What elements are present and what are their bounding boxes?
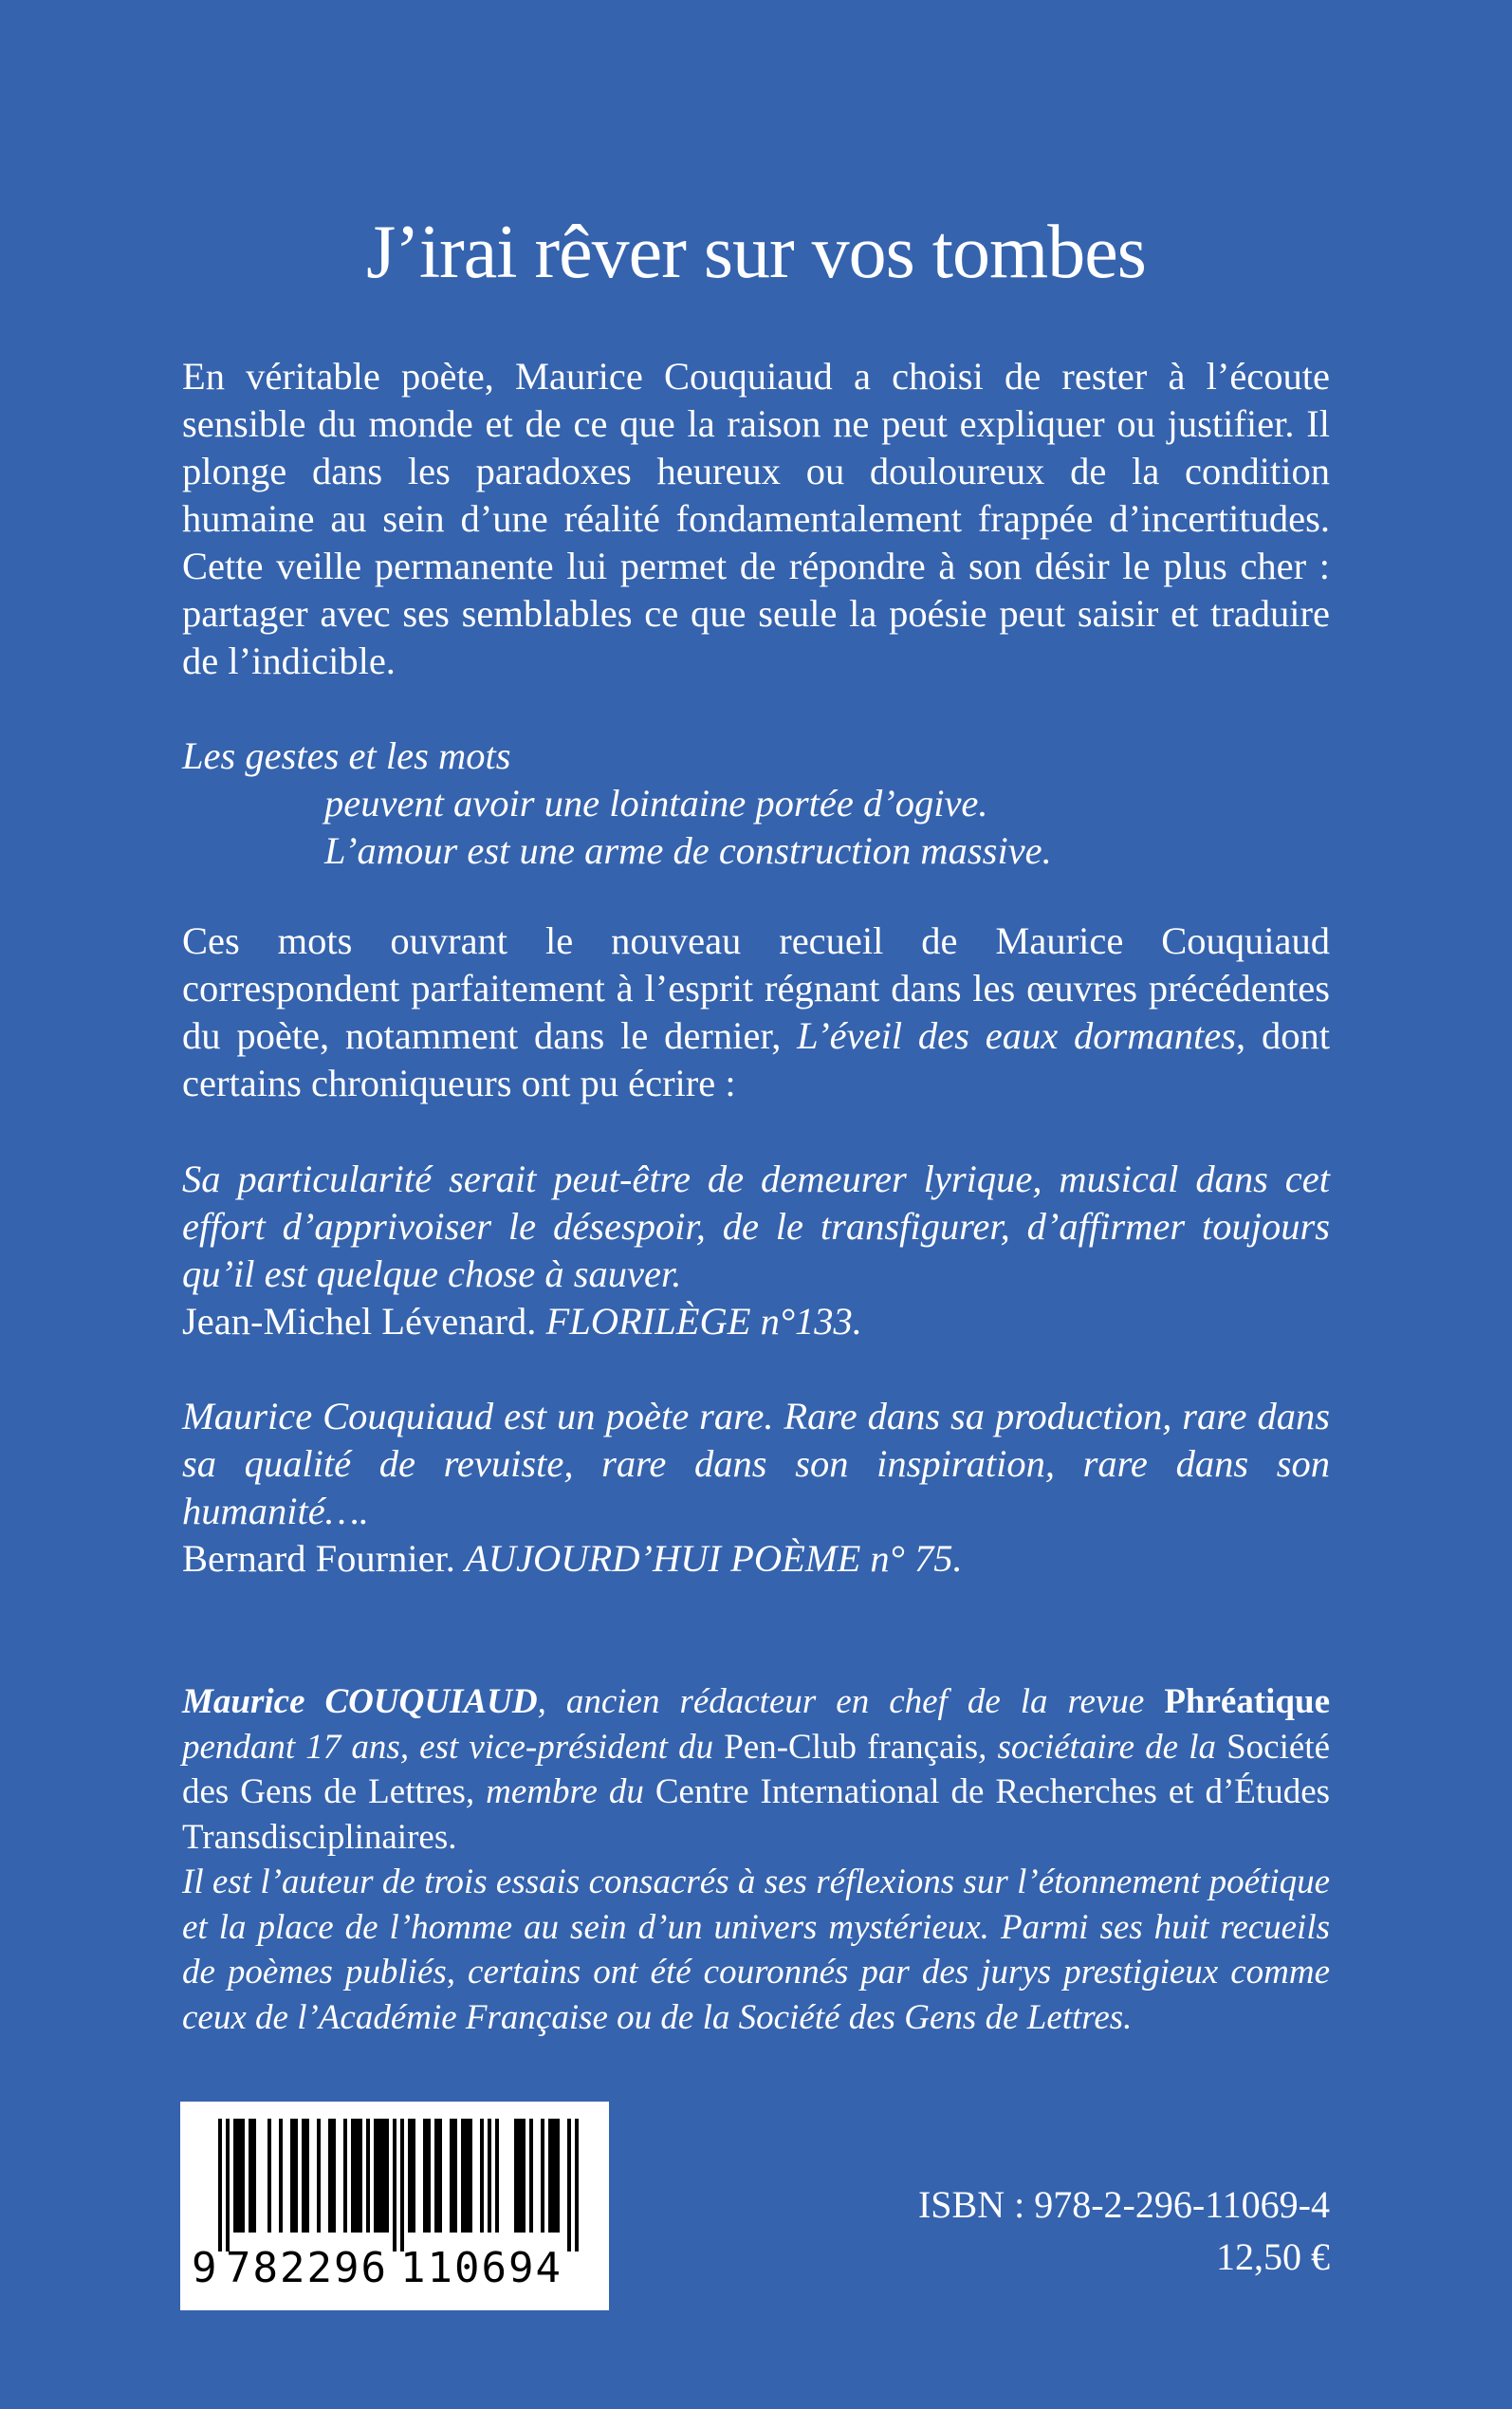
verse-line-2: peuvent avoir une lointaine portée d’ogive. (324, 782, 988, 825)
author-name: Maurice COUQUIAUD (182, 1682, 538, 1721)
barcode-bar (408, 2119, 412, 2233)
barcode-bar (302, 2119, 305, 2233)
barcode-bar (252, 2119, 256, 2233)
barcode-bar (567, 2119, 571, 2251)
barcode-bar (412, 2119, 415, 2233)
price: 12,50 € (1216, 2235, 1330, 2278)
barcode-bar (381, 2119, 385, 2233)
review-quote-1-source: FLORILÈGE n°133. (545, 1300, 862, 1343)
barcode-bar (465, 2119, 469, 2233)
barcode-bar (385, 2119, 389, 2233)
review-quote-1-text: Sa particularité serait peut-être de demeurer lyrique, musical dans cet effort d’apprivoiser le désespoir, de le transfigurer, d’affirmer toujours qu’il est quelque chose à sauver. (182, 1158, 1330, 1295)
context-text-b: , dont certains chroniqueurs ont pu écrire : (182, 1014, 1330, 1104)
barcode-bar (518, 2119, 522, 2233)
barcode-bar (514, 2119, 518, 2233)
barcode-bar (366, 2119, 370, 2233)
context-paragraph (182, 917, 1330, 1107)
cirt-name: Centre International de Recherches et d’Études Transdisciplinaires. (182, 1772, 1331, 1857)
barcode-bar (552, 2119, 556, 2233)
barcode-bar (233, 2119, 237, 2233)
barcode-bar (488, 2119, 491, 2233)
barcode-bar (332, 2119, 336, 2233)
barcode-bar (328, 2119, 332, 2233)
author-bio-paragraph-2: Il est l’auteur de trois essais consacrés à ses réflexions sur l’étonnement poétique et la place de l’homme au sein d’un univers mystérieux. Parmi ses huit recueils de poèmes publiés, certains ont été couronnés par des jurys prestigieux comme ceux de l’Académie Française ou de la Société des Gens de Lettres. (182, 1862, 1330, 2037)
barcode-bar (453, 2119, 457, 2233)
barcode-bar (461, 2119, 465, 2233)
verse-excerpt (182, 732, 1330, 875)
barcode-bar (529, 2119, 533, 2233)
barcode-bar (305, 2119, 309, 2233)
barcode-digits (180, 2234, 609, 2301)
isbn: ISBN : 978-2-296-11069-4 (917, 2183, 1330, 2226)
barcode-bar (241, 2119, 245, 2233)
previous-book-title: L’éveil des eaux dormantes (797, 1014, 1237, 1057)
barcode-bar (423, 2119, 427, 2233)
barcode-digits-group-1: 782296 (226, 2244, 388, 2292)
review-quote-1 (182, 1156, 1330, 1345)
bio-text-4: , membre du (465, 1772, 655, 1811)
barcode-bar (290, 2119, 294, 2233)
barcode-bar (218, 2119, 222, 2251)
bio-text-2: pendant 17 ans, est vice-président du (182, 1727, 725, 1767)
review-quote-2-attribution (182, 1535, 1330, 1583)
intro-paragraph: En véritable poète, Maurice Couquiaud a choisi de rester à l’écoute sensible du monde et de ce que la raison ne peut expliquer ou justifier. Il plonge dans les paradoxes heureux ou douloureux de la condition humaine au sein d’une réalité fondamentalement frappée d’incertitudes. Cette veille permanente lui permet de répondre à son désir le plus cher : partager avec ses semblables ce que seule la poésie peut saisir et traduire de l’indicible. (182, 355, 1330, 682)
barcode-bars (197, 2119, 592, 2251)
verse-line-1: Les gestes et les mots (182, 734, 511, 777)
barcode-bar (469, 2119, 472, 2233)
barcode-bar (249, 2119, 252, 2233)
review-quote-2-text: Maurice Couquiaud est un poète rare. Rare dans sa production, rare dans sa qualité de revuiste, rare dans son inspiration, rare dans son humanité…. (182, 1395, 1330, 1532)
barcode-bar (378, 2119, 381, 2233)
bio-text-3: , sociétaire de la (978, 1727, 1227, 1767)
barcode-bar (317, 2119, 321, 2233)
barcode-bar (541, 2119, 544, 2233)
barcode-bar (434, 2119, 438, 2233)
barcode-bar (355, 2119, 359, 2233)
barcode-bar (279, 2119, 283, 2233)
barcode-digit-first: 9 (192, 2244, 217, 2292)
barcode-bar (400, 2119, 404, 2251)
review-quote-1-attribution (182, 1298, 1330, 1345)
barcode-bar (575, 2119, 579, 2251)
sgdl-name: Société des Gens de Lettres (182, 1727, 1330, 1811)
review-quote-2 (182, 1393, 1330, 1583)
verse-line-3: L’amour est une arme de construction massive. (324, 829, 1052, 872)
revue-name: Phréatique (1164, 1682, 1331, 1721)
pen-club-name: Pen-Club français (724, 1727, 979, 1767)
barcode-bar (522, 2119, 526, 2233)
barcode-bar (237, 2119, 241, 2233)
barcode (180, 2102, 609, 2310)
bio-text-1: , ancien rédacteur en chef de la revue (537, 1682, 1165, 1721)
barcode-bar (226, 2119, 230, 2251)
barcode-bar (359, 2119, 362, 2233)
book-title: J’irai rêver sur vos tombes (366, 210, 1146, 294)
barcode-bar (548, 2119, 552, 2233)
review-quote-2-source: AUJOURD’HUI POÈME n° 75. (465, 1537, 963, 1580)
barcode-bar (495, 2119, 499, 2233)
barcode-bar (450, 2119, 453, 2233)
barcode-bar (294, 2119, 298, 2233)
author-bio-paragraph-1 (182, 1679, 1330, 1860)
barcode-bar (393, 2119, 396, 2251)
barcode-bar (267, 2119, 271, 2233)
context-text-a: Ces mots ouvrant le nouveau recueil de Maurice Couquiaud correspondent parfaitement à l’esprit régnant dans les œuvres précédentes du poète, notamment dans le dernier, (182, 919, 1330, 1057)
barcode-bar (374, 2119, 378, 2233)
barcode-bar (480, 2119, 484, 2233)
barcode-bar (556, 2119, 560, 2233)
barcode-digits-group-2: 110694 (400, 2244, 562, 2292)
barcode-bar (343, 2119, 347, 2233)
review-quote-1-author: Jean-Michel Lévenard. (182, 1300, 537, 1343)
barcode-bar (427, 2119, 431, 2233)
review-quote-2-author: Bernard Fournier. (182, 1537, 455, 1580)
barcode-bar (351, 2119, 355, 2233)
author-bio (182, 1679, 1330, 2040)
barcode-bar (438, 2119, 442, 2233)
